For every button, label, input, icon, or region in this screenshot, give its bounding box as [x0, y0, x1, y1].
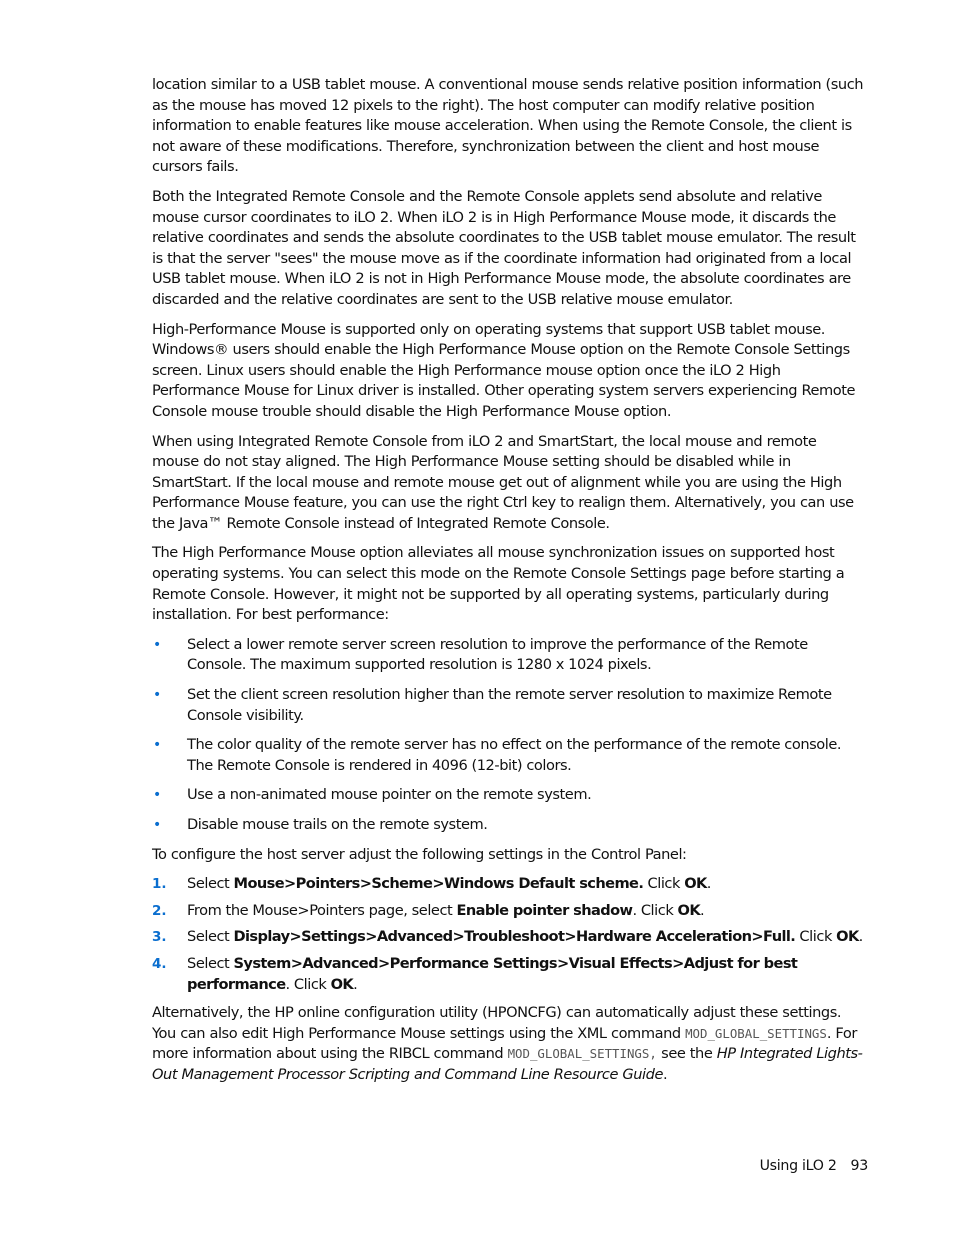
step-text: .: [353, 975, 358, 993]
list-item: [152, 635, 864, 676]
step-number: 1.: [152, 876, 167, 893]
paragraph-best-performance: The High Performance Mouse option alleviates all mouse synchronization issues on supported host operating systems. You can select this mode on the Remote Console Settings page before starting a Remote Console. However, it might not be supported by all operating systems, particularly during installation. For best performance:: [152, 544, 845, 624]
step-text: From the Mouse>Pointers page, select: [187, 901, 457, 919]
list-item: [152, 735, 864, 776]
footer-section: Using iLO 2: [759, 1158, 837, 1174]
step-text: Click: [795, 928, 837, 946]
page-body: [152, 75, 864, 1095]
configuration-steps-list: [152, 874, 864, 995]
bullet-icon: •: [153, 636, 161, 653]
step-item: [152, 874, 864, 895]
configure-intro: To configure the host server adjust the following settings in the Control Panel:: [152, 845, 687, 863]
ok-label: OK: [836, 928, 859, 946]
step-text: .: [700, 901, 705, 919]
xml-command: MOD_GLOBAL_SETTINGS: [685, 1025, 827, 1041]
step-number: 2.: [152, 902, 167, 919]
menu-path: Display>Settings>Advanced>Troubleshoot>Hardware Acceleration>Full.: [233, 928, 796, 946]
ribcl-command: MOD_GLOBAL_SETTINGS,: [507, 1046, 657, 1062]
menu-path: System>Advanced>Performance Settings>Visual Effects>Adjust for best performance: [187, 954, 798, 993]
guide-title: HP Integrated Lights-Out Management Processor Scripting and Command Line Resource Guide: [152, 1045, 863, 1083]
step-text: Select: [187, 954, 234, 972]
bullet-icon: •: [153, 787, 161, 804]
step-text: Click: [643, 875, 685, 893]
closing-text: . For more information about using the RIBCL command: [152, 1024, 857, 1063]
step-text: .: [858, 928, 863, 946]
step-number: 3.: [152, 929, 167, 946]
step-item: [152, 954, 864, 995]
bullet-icon: •: [153, 687, 161, 704]
ok-label: OK: [684, 875, 707, 893]
bullet-icon: •: [153, 817, 161, 833]
list-item: [152, 815, 864, 836]
list-item-text: Disable mouse trails on the remote system.: [187, 816, 488, 833]
closing-text: see the: [656, 1045, 717, 1063]
step-text: . Click: [285, 975, 331, 993]
step-text: Select: [187, 928, 234, 946]
closing-text: Alternatively, the HP online configuration utility (HPONCFG) can automatically adjust these settings. You can also edit High Performance Mouse settings using the XML command: [152, 1004, 842, 1042]
closing-text: .: [663, 1065, 668, 1083]
paragraph-mouse-position: location similar to a USB tablet mouse. A conventional mouse sends relative position information (such as the mouse has moved 12 pixels to the right). The host computer can modify relative position information to enable features like mouse acceleration. When using the Remote Console, the client is not aware of these modifications. Therefore, synchronization between the client and host mouse cursors fails.: [152, 76, 864, 176]
performance-tips-list: [152, 635, 864, 836]
step-number: 4.: [152, 955, 167, 972]
paragraph-supported-os: High-Performance Mouse is supported only on operating systems that support USB tablet mouse. Windows® users should enable the High Performance Mouse option on the Remote Console Settings screen. Linux users should enable the High Performance mouse option once the iLO 2 High Performance Mouse for Linux driver is installed. Other operating system servers experiencing Remote Console mouse trouble should disable the High Performance Mouse option.: [152, 320, 856, 420]
step-item: [152, 901, 864, 922]
ok-label: OK: [677, 901, 701, 919]
list-item-text: Set the client screen resolution higher than the remote server resolution to maximize Remote Console visibility.: [187, 686, 832, 724]
menu-path: Enable pointer shadow: [456, 901, 633, 919]
list-item: [152, 685, 864, 726]
page-number: 93: [850, 1158, 868, 1174]
ok-label: OK: [330, 975, 354, 993]
page-footer: [760, 1158, 868, 1174]
list-item-text: The color quality of the remote server has no effect on the performance of the remote console. The Remote Console is rendered in 4096 (12-bit) colors.: [187, 736, 842, 774]
step-text: .: [706, 875, 711, 893]
list-item-text: Select a lower remote server screen resolution to improve the performance of the Remote Console. The maximum supported resolution is 1280 x 1024 pixels.: [187, 635, 808, 674]
closing-paragraph: [152, 1003, 864, 1085]
menu-path: Mouse>Pointers>Scheme>Windows Default scheme.: [233, 875, 644, 893]
step-item: [152, 927, 864, 948]
step-text: . Click: [632, 901, 678, 919]
paragraph-smartstart: When using Integrated Remote Console from iLO 2 and SmartStart, the local mouse and remote mouse do not stay aligned. The High Performance Mouse setting should be disabled while in SmartStart. If the local mouse and remote mouse get out of alignment while you are using the High Performance Mouse feature, you can use the right Ctrl key to realign them. Alternatively, you can use the Java™ Remote Console instead of Integrated Remote Console.: [152, 432, 854, 532]
list-item-text: Use a non-animated mouse pointer on the remote system.: [187, 786, 592, 804]
bullet-icon: •: [153, 737, 161, 754]
paragraph-coordinates: Both the Integrated Remote Console and the Remote Console applets send absolute and relative mouse cursor coordinates to iLO 2. When iLO 2 is in High Performance Mouse mode, it discards the relative coordinates and sends the absolute coordinates to the USB tablet mouse emulator. The result is that the server "sees" the mouse move as if the coordinate information had originated from a local USB tablet mouse. When iLO 2 is not in High Performance Mouse mode, the absolute coordinates are discarded and the relative coordinates are sent to the USB relative mouse emulator.: [152, 187, 856, 308]
list-item: [152, 785, 864, 806]
step-text: Select: [187, 875, 234, 893]
